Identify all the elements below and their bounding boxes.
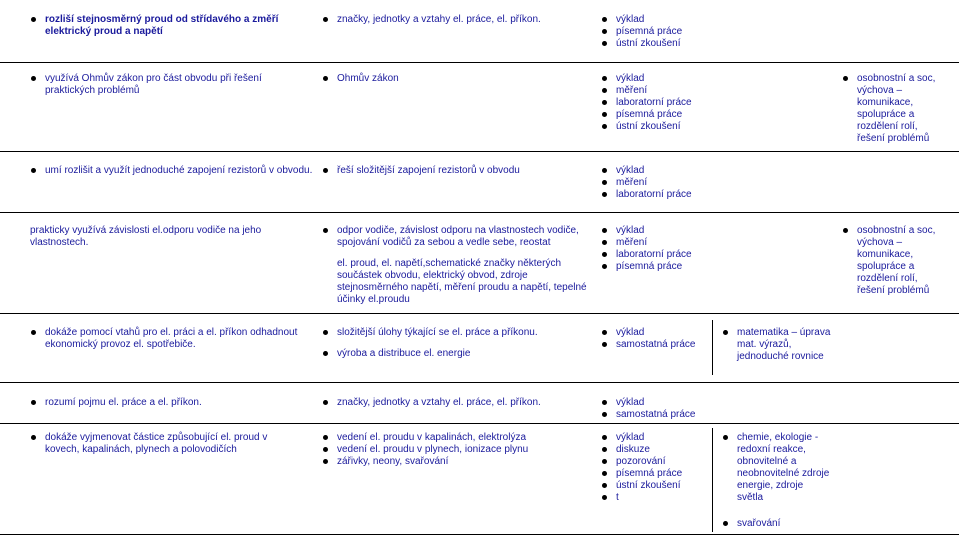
bullet-item: značky, jednotky a vztahy el. práce, el. příkon. (322, 14, 592, 26)
bullet-item: pozorování (601, 456, 711, 468)
row-divider (0, 534, 959, 535)
row-6-topic (322, 397, 592, 409)
bullet-item: vedení el. proudu v kapalinách, elektrolýza (322, 432, 592, 444)
bullet-item: výklad (601, 397, 711, 409)
bullet-item: chemie, ekologie - redoxní reakce, obnovitelné a neobnovitelné zdroje energie, zdroje světla (722, 432, 832, 504)
bullet-item: samostatná práce (601, 409, 711, 421)
bullet-item: zářivky, neony, svařování (322, 456, 592, 468)
bullet-item: laboratorní práce (601, 97, 711, 109)
row-2-crosscurricular (842, 73, 947, 145)
row-4-topic (322, 225, 592, 306)
bullet-item: složitější úlohy týkající se el. práce a příkonu. (322, 327, 592, 339)
bullet-item: písemná práce (601, 468, 711, 480)
bullet-item: dokáže vyjmenovat částice způsobující el. proud v kovech, kapalinách, plynech a polovodičích (30, 432, 300, 456)
row-divider (0, 382, 959, 383)
bullet-item: písemná práce (601, 26, 711, 38)
bullet-item: značky, jednotky a vztahy el. práce, el. příkon. (322, 397, 592, 409)
row-1-topic (322, 14, 592, 26)
bullet-item: umí rozlišit a využít jednoduché zapojení rezistorů v obvodu. (30, 165, 320, 177)
row-4-outcome (15, 225, 275, 249)
bullet-item: laboratorní práce (601, 249, 711, 261)
bullet-item: měření (601, 85, 711, 97)
row-1-outcome (30, 14, 290, 38)
row-5-topic (322, 327, 592, 360)
bullet-item: ústní zkoušení (601, 480, 711, 492)
bullet-item: osobnostní a soc, výchova – komunikace, spolupráce a rozdělení rolí, řešení problémů (842, 73, 947, 145)
row-7-outcome (30, 432, 300, 456)
row-1-methods (601, 14, 711, 50)
bullet-item: laboratorní práce (601, 189, 711, 201)
bullet-item: řeší složitější zapojení rezistorů v obvodu (322, 165, 592, 177)
bullet-item: prakticky využívá závislosti el.odporu vodiče na jeho vlastnostech. (30, 225, 262, 248)
row-divider (0, 423, 959, 424)
row-7-methods (601, 432, 711, 504)
row-6-methods (601, 397, 711, 421)
row-2-outcome (30, 73, 290, 97)
row-divider (0, 313, 959, 314)
row-6-outcome (30, 397, 290, 409)
bullet-item: výklad (601, 432, 711, 444)
row-5-methods (601, 327, 711, 351)
row-4-crosscurricular (842, 225, 947, 297)
row-divider (0, 212, 959, 213)
bullet-item: výklad (601, 225, 711, 237)
bullet-item: odpor vodiče, závislost odporu na vlastnostech vodiče, spojování vodičů za sebou a vedle sebe, reostat (322, 225, 592, 249)
bullet-item: svařování (722, 518, 832, 530)
row-3-topic (322, 165, 592, 177)
row-5-crosscurricular (722, 327, 842, 363)
bullet-item: matematika – úprava mat. výrazů, jednoduché rovnice (722, 327, 842, 363)
bullet-item: el. proud, el. napětí,schematické značky některých součástek obvodu, elektrický obvod, zdroje stejnosměrného napětí, měření proudu a napětí, tepelné účinky el.proudu (337, 258, 587, 305)
bullet-item: rozliší stejnosměrný proud od střídavého a změří elektrický proud a napětí (30, 14, 290, 38)
row-3-outcome (30, 165, 320, 177)
bullet-item: výklad (601, 165, 711, 177)
bullet-item: výklad (601, 14, 711, 26)
row-7-crosscurricular (722, 432, 832, 530)
column-divider (712, 320, 713, 375)
bullet-item: rozumí pojmu el. práce a el. příkon. (30, 397, 290, 409)
row-7-topic (322, 432, 592, 468)
bullet-item: měření (601, 177, 711, 189)
row-3-methods (601, 165, 711, 201)
bullet-item: Ohmův zákon (322, 73, 592, 85)
row-divider (0, 62, 959, 63)
row-4-methods (601, 225, 711, 273)
bullet-item: dokáže pomocí vtahů pro el. práci a el. příkon odhadnout ekonomický provoz el. spotřebiče. (30, 327, 300, 351)
row-5-outcome (30, 327, 300, 351)
bullet-item: měření (601, 237, 711, 249)
bullet-item: t (601, 492, 711, 504)
row-2-topic (322, 73, 592, 85)
bullet-item: vedení el. proudu v plynech, ionizace plynu (322, 444, 592, 456)
bullet-item: samostatná práce (601, 339, 711, 351)
row-divider (0, 151, 959, 152)
bullet-item: ústní zkoušení (601, 38, 711, 50)
bullet-item: využívá Ohmův zákon pro část obvodu při řešení praktických problémů (30, 73, 290, 97)
bullet-item: výklad (601, 327, 711, 339)
bullet-item: ústní zkoušení (601, 121, 711, 133)
row-2-methods (601, 73, 711, 133)
bullet-item: osobnostní a soc, výchova – komunikace, spolupráce a rozdělení rolí, řešení problémů (842, 225, 947, 297)
bullet-item: diskuze (601, 444, 711, 456)
bullet-item: výklad (601, 73, 711, 85)
bullet-item: písemná práce (601, 261, 711, 273)
column-divider (712, 428, 713, 532)
bullet-item: písemná práce (601, 109, 711, 121)
bullet-item: výroba a distribuce el. energie (322, 348, 592, 360)
